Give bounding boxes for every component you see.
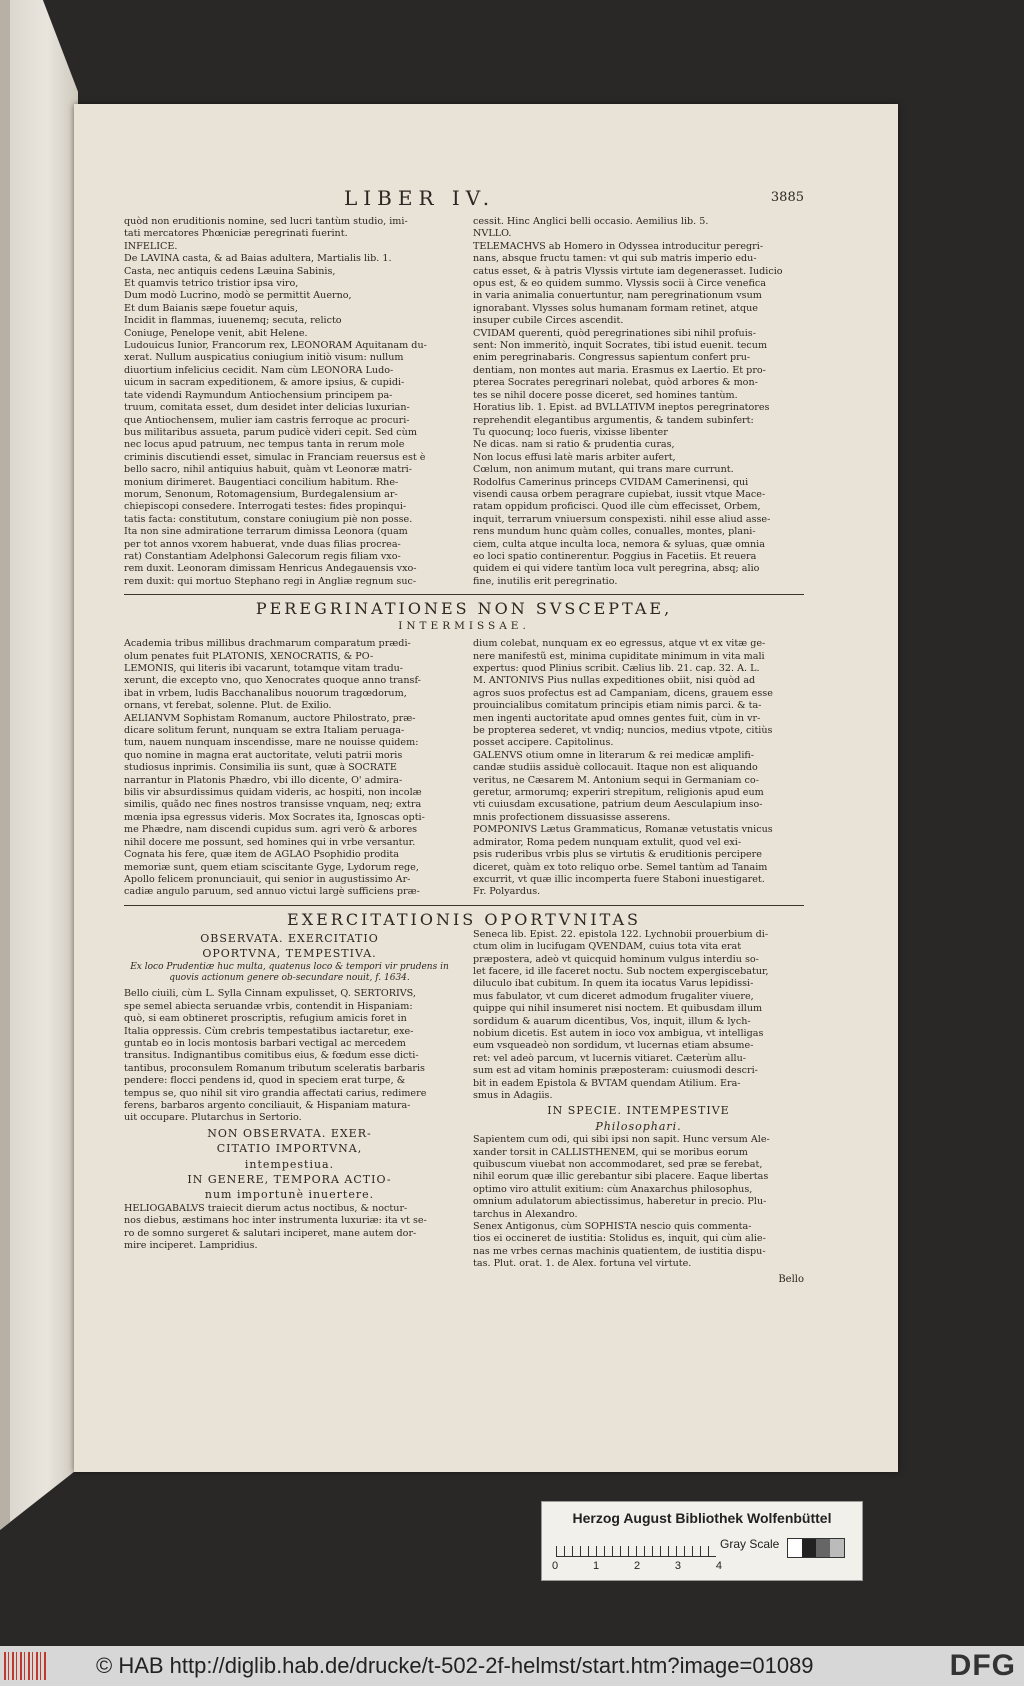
text-line: ro de somno surgeret & salutari inciperet, mane autem dor- <box>124 1227 417 1239</box>
heading-philosophari: Philosophari. <box>595 1119 682 1133</box>
text-line: De LAVINA casta, & ad Baias adultera, Martialis lib. 1. <box>124 253 392 265</box>
text-line: ratam oppidum proficisci. Quod ille cùm effecisset, Orbem, <box>473 501 761 513</box>
text-line: sum est ad vitam hominis præposteram: cuiusmodi descri- <box>473 1065 758 1077</box>
text-line: M. ANTONIVS Pius nullas expeditiones obiit, nisi quòd ad <box>473 675 756 687</box>
top-left-column <box>124 216 455 588</box>
text-line: Academia tribus millibus drachmarum comparatum prædi- <box>124 638 411 650</box>
text-line: psis ruderibus vrbis plus se virtutis & eruditionis percipere <box>473 849 762 861</box>
text-line: memoriæ sunt, quem etiam sciscitante Gyge, Lydorum rege, <box>124 861 419 873</box>
text-line: agros suos profectus est ad Campaniam, dicens, grauem esse <box>473 687 773 699</box>
text-line: quo nomine in magna erat auctoritate, veluti patrii moris <box>124 749 403 761</box>
text-line: Apollo felicem pronunciauit, qui senior in augustissimo Ar- <box>124 873 411 885</box>
text-line: reprehendit elegantibus argumentis, & tandem subinfert: <box>473 414 754 426</box>
text-line: ibat in vrbem, ludis Bacchanalibus nouorum tragœdorum, <box>124 687 407 699</box>
heading-inuertere: num importunè inuertere. <box>204 1188 375 1202</box>
page-content <box>124 186 804 1386</box>
text-line: tum, nauem nunquam inscendisse, mare ne nouisse quidem: <box>124 737 419 749</box>
ruler-label: 4 <box>715 1560 722 1572</box>
text-line: optimo viro attulit exitium: cùm Anaxarchus philosophus, <box>473 1183 753 1195</box>
text-line: Casta, nec antiquis cedens Læuina Sabinis, <box>124 265 336 277</box>
text-line: truum, comitata esset, dum desidet inter delicias luxurian- <box>124 402 410 414</box>
text-line: opus est, & eo quidem summo. Vlyssis socii à Circe venefica <box>473 278 766 290</box>
text-line: quidem ei qui videre tantùm loca vult peregrina, absq; alio <box>473 563 760 575</box>
text-line: dium colebat, nunquam ex eo egressus, atque vt ex vitæ ge- <box>473 638 766 650</box>
section-subtitle-intermissae: INTERMISSAE. <box>398 620 530 633</box>
heading-in-specie: IN SPECIE. INTEMPESTIVE <box>547 1104 730 1118</box>
text-line: Dum modò Lucrino, modò se permittit Auerno, <box>124 290 352 302</box>
text-line: tempus se, quo nihil sit viro grandia affectati carius, redimere <box>124 1087 427 1099</box>
text-line: bilis vir absurdissimus quidam videris, ac hospiti, non incolæ <box>124 787 422 799</box>
footer-bar <box>0 1646 1024 1686</box>
text-line: que Antiochensem, mulier iam castris ferroque ac procuri- <box>124 414 410 426</box>
text-line: xander torsit in CALLISTHENEM, qui se moribus eorum <box>473 1146 748 1158</box>
text-line: nec locus apud patruum, nec tempus tanta in rerum mole <box>124 439 405 451</box>
page-header <box>124 186 804 216</box>
text-line: insuper cubile Circes ascendit. <box>473 315 624 327</box>
book-spine <box>0 0 10 1530</box>
text-line: bit in eadem Epistola & BVTAM quendam Atilium. Era- <box>473 1077 741 1089</box>
text-line: sent: Non immeritò, inquit Socrates, tibi istud euenit. tecum <box>473 340 768 352</box>
text-line: xerat. Nullum auspicatius coniugium initiò visum: nullum <box>124 352 404 364</box>
text-line: Rodolfus Camerinus princeps CVIDAM Camerinensi, qui <box>473 476 749 488</box>
text-line: Et quamvis tetrico tristior ipsa viro, <box>124 278 299 290</box>
text-line: mus fabulator, vt cum diceret admodum frugaliter viuere, <box>473 990 754 1002</box>
text-line: Horatius lib. 1. Epist. ad BVLLATIVM ineptos peregrinatores <box>473 402 770 414</box>
text-line: ctum olim in lucifugam QVENDAM, cuius tota vita erat <box>473 941 742 953</box>
text-line: xerunt, die excepto vno, quo Xenocrates quoque anno transf- <box>124 675 421 687</box>
text-line: Ita non sine admiratione terrarum dimissa Leonora (quam <box>124 526 408 538</box>
text-line: INFELICE. <box>124 240 178 252</box>
text-line: Seneca lib. Epist. 22. epistola 122. Lychnobii prouerbium di- <box>473 928 769 940</box>
text-line: rat) Constantiam Adelphonsi Galecorum regis filiam vxo- <box>124 550 401 562</box>
library-stamp <box>541 1501 863 1581</box>
text-line: præpostera, adeò vt quicquid hominum vulgus interdiu so- <box>473 953 759 965</box>
text-line: per tot annos vxorem habuerat, vnde duas filias procrea- <box>124 538 401 550</box>
text-line: uit occupare. Plutarchus in Sertorio. <box>124 1112 302 1124</box>
text-line: diceret, quàm ex toto reliquo orbe. Semel tantùm ad Tanaim <box>473 861 768 873</box>
text-line: CVIDAM querenti, quòd peregrinationes sibi nihil profuis- <box>473 327 756 339</box>
text-line: tate videndi Raymundum Antiochensium principem pa- <box>124 389 393 401</box>
text-line: rem duxit: qui mortuo Stephano regi in Angliæ regnum suc- <box>124 575 417 587</box>
text-line: Et dum Baianis sæpe fouetur aquis, <box>124 302 298 314</box>
text-line: mœnia ipsa egressus videris. Mox Socrates ita, Ignoscas opti- <box>124 811 425 823</box>
text-line: monium dirimeret. Baugentiaci concilium habitum. Rhe- <box>124 476 399 488</box>
text-line: tatis facta: constitutum, constare coniugium piè non posse. <box>124 513 413 525</box>
heading-in-genere: IN GENERE, TEMPORA ACTIO- <box>187 1173 392 1187</box>
text-line: quò, si eam obtineret proscriptis, refugium amicis foret in <box>124 1013 407 1025</box>
text-line: eo loci spatio continerentur. Poggius in Facetiis. Et reuera <box>473 550 757 562</box>
scale-ruler <box>556 1534 716 1557</box>
text-line: narrantur in Platonis Phædro, vbi illo dicente, O' admira- <box>124 774 403 786</box>
text-line: Coniuge, Penelope venit, abit Helene. <box>124 327 308 339</box>
text-line: eum vsqueadeò non sordidum, vt lucernas etiam absume- <box>473 1040 754 1052</box>
text-line: tati mercatores Phœniciæ peregrinati fuerint. <box>124 228 348 240</box>
text-line: nihil eorum quæ illic gerebantur sibi placere. Eaque libertas <box>473 1171 769 1183</box>
text-line: guntab eo in locis montosis barbari vectigal ac mercedem <box>124 1037 406 1049</box>
text-line: omnium adulatorum abiectissimus, haberetur in precio. Plu- <box>473 1196 767 1208</box>
text-line: mnis profectionem dissuasisse asserens. <box>473 811 671 823</box>
text-line: nihil docere me possunt, sed homines qui in vrbe versantur. <box>124 836 416 848</box>
text-line: olum penates fuit PLATONIS, XENOCRATIS, & PO- <box>124 650 374 662</box>
text-line: excurrit, vt quæ illic incomperta fuere Staboni inuestigaret. <box>473 873 765 885</box>
text-line: diluculo ibat cubitum. In quem ita iocatus Varus lepidissi- <box>473 978 754 990</box>
text-line: mire inciperet. Lampridius. <box>124 1240 258 1252</box>
text-line: pterea Socrates peregrinari nolebat, quòd arbores & mon- <box>473 377 758 389</box>
text-line: TELEMACHVS ab Homero in Odyssea introducitur peregri- <box>473 240 764 252</box>
text-line: nas me vrbes cernas machinis quatientem, de iustitia dispu- <box>473 1245 766 1257</box>
text-line: POMPONIVS Lætus Grammaticus, Romanæ vetustatis vnicus <box>473 824 773 836</box>
running-title: LIBER IV. <box>344 186 496 210</box>
text-line: cadiæ angulo paruum, sed annuo victui largè sufficiens præ- <box>124 886 420 898</box>
text-line: ciem, culta atque inculta loca, nemora & syluas, quæ omnia <box>473 538 765 550</box>
text-line: fine, inutilis erit peregrinatio. <box>473 575 618 587</box>
text-line: tes se nihil docere posse diceret, sed homines tantùm. <box>473 389 738 401</box>
text-line: AELIANVM Sophistam Romanum, auctore Philostrato, præ- <box>124 712 416 724</box>
text-line: tas. Plut. orat. 1. de Alex. fortuna vel virtute. <box>473 1258 692 1270</box>
ruler-label: 3 <box>674 1560 682 1572</box>
text-line: dicare solitum ferunt, nunquam se extra Italiam peruaga- <box>124 725 405 737</box>
text-line: geretur, armorumq; experiri strepitum, religionis apud eum <box>473 787 764 799</box>
text-line: candæ studiis assiduè collocauit. Itaque non est aliquando <box>473 762 758 774</box>
text-line: quòd non eruditionis nomine, sed lucri tantùm studio, imi- <box>124 216 408 227</box>
middle-columns <box>124 638 804 899</box>
top-right-column <box>473 216 804 588</box>
heading-importuna: CITATIO IMPORTVNA, <box>216 1142 363 1156</box>
heading-intempestiua: intempestiua. <box>244 1157 335 1171</box>
text-line: in varia animalia conuertuntur, nam peregrinationum vsum <box>473 290 762 302</box>
text-line: tios ei occineret de iustitia: Stolidus es, inquit, qui cùm alie- <box>473 1233 766 1245</box>
text-line: rens mundum hunc quàm colles, conualles, montes, plani- <box>473 526 756 538</box>
text-line: Ludouicus Iunior, Francorum rex, LEONORAM Aquitanam du- <box>124 340 427 352</box>
gray-scale-swatch <box>787 1538 845 1558</box>
text-line: posset accipere. Capitolinus. <box>473 737 614 749</box>
facing-page-edge <box>0 0 78 1530</box>
section-divider <box>124 594 804 595</box>
text-line: LEMONIS, qui literis ibi vacarunt, totamque vitam tradu- <box>124 663 404 674</box>
text-line: Ne dicas. nam si ratio & prudentia curas, <box>473 439 675 451</box>
text-line: uicum in sacram expeditionem, & amore ipsius, & cupidi- <box>124 377 405 389</box>
section-title-peregrinationes: PEREGRINATIONES NON SVSCEPTAE, <box>255 599 673 619</box>
top-columns <box>124 216 804 588</box>
text-line: criminis discutiendi esset, simulac in Franciam reuersus est è <box>124 451 426 463</box>
source-url[interactable]: © HAB http://diglib.hab.de/drucke/t-502-2f-helmst/start.htm?image=01089 <box>96 1653 814 1678</box>
text-line: Sapientem cum odi, qui sibi ipsi non sapit. Hunc versum Ale- <box>473 1134 770 1146</box>
middle-right-column <box>473 638 804 899</box>
text-line: dentiam, non montes aut maria. Erasmus ex Laertio. Et pro- <box>473 364 766 376</box>
text-line: GALENVS otium omne in literarum & rei medicæ amplifi- <box>473 749 755 761</box>
text-line: Non locus effusi latè maris arbiter aufert, <box>473 451 676 463</box>
hab-logo-icon <box>4 1652 48 1680</box>
ruler-label: 0 <box>552 1560 559 1572</box>
text-line: men ingenti auctoritate apud omnes gentes fuit, cùm in vr- <box>473 712 761 724</box>
text-line: visendi causa orbem peragrare cupiebat, iussit vtque Mace- <box>473 488 766 500</box>
heading-observata: OBSERVATA. EXERCITATIO <box>200 931 379 945</box>
text-line: Cognata his fere, quæ item de AGLAO Psophidio prodita <box>124 849 400 861</box>
text-line: tantibus, proconsulem Romanum tributum sceleratis barbaris <box>124 1062 425 1074</box>
text-line: Fr. Polyardus. <box>473 886 541 898</box>
text-line: ferens, barbaros argento conciliauit, & Hispaniam matura- <box>124 1100 411 1111</box>
dfg-logo: DFG <box>949 1649 1016 1682</box>
text-line: quibuscum viuebat non accommodaret, sed præ se ferebat, <box>473 1159 763 1171</box>
text-line: bus militaribus assueta, parum pudicè videri cepit. Sed cùm <box>124 426 417 438</box>
text-line: catus esset, & à patris Vlyssis virtute iam degenerasset. Iudicio <box>473 265 783 277</box>
text-line: rem duxit. Leonoram dimissam Henricus Andegauensis vxo- <box>124 563 417 575</box>
cross-reference-note: Ex loco Prudentiæ huc multa, quatenus loco & tempori vir prudens in quovis actionum genere ob-secundare nouit, f. 1634. <box>130 961 449 983</box>
catchword: Bello <box>778 1273 804 1285</box>
text-line: transitus. Indignantibus comitibus eius, & fœdum esse dicti- <box>124 1050 419 1062</box>
text-line: Tu quocunq; loco fueris, vixisse libenter <box>473 426 668 438</box>
page-number: 3885 <box>770 190 804 205</box>
text-line: tarchus in Alexandro. <box>473 1208 578 1220</box>
text-line: admirator, Roma pedem nunquam extulit, quod vel exi- <box>473 836 742 848</box>
text-line: Italia oppressis. Cùm crebris tempestatibus iactaretur, exe- <box>124 1025 414 1037</box>
bottom-left-column <box>124 929 455 1285</box>
library-name: Herzog August Bibliothek Wolfenbüttel <box>572 1510 832 1526</box>
ruler-label: 1 <box>592 1560 600 1572</box>
text-line: be propterea sederet, vt vndiq; nuncios, medius vtpote, citiùs <box>473 725 773 737</box>
text-line: quippe qui nihil insumeret nisi noctem. Et quibusdam illum <box>473 1003 763 1015</box>
text-line: ret: vel adeò parcum, vt lucernis vitiaret. Cæterùm allu- <box>473 1052 747 1064</box>
section-title-exercitationis: EXERCITATIONIS OPORTVNITAS <box>287 909 641 929</box>
heading-non-observata: NON OBSERVATA. EXER- <box>207 1126 372 1140</box>
heading-oportuna: OPORTVNA, TEMPESTIVA. <box>202 947 377 961</box>
text-line: pendere: flocci pendens id, quod in speciem erat turpe, & <box>124 1075 406 1087</box>
text-line: ignorabant. Vlysses solus humanam formam retinet, atque <box>473 302 758 314</box>
text-line: let facere, id ille faceret noctu. Sub noctem expergiscebatur, <box>473 965 769 977</box>
ruler-labels <box>552 1560 722 1572</box>
text-line: me Phædre, nam discendi cupidus sum. agri verò & arbores <box>124 824 418 836</box>
text-line: ornans, vt ferebat, solenne. Plut. de Exilio. <box>124 700 332 712</box>
text-line: cessit. Hinc Anglici belli occasio. Aemilius lib. 5. <box>473 216 709 227</box>
text-line: nans, absque fructu tamen: vt qui sub matris imperio edu- <box>473 253 757 265</box>
bottom-right-column <box>473 929 804 1285</box>
text-line: vti cuiusdam excusatione, patrium deum Aesculapium inso- <box>473 799 763 811</box>
text-line: chiepiscopi consedere. Interrogati testes: fides propinqui- <box>124 501 407 513</box>
book-page <box>74 104 898 1472</box>
text-line: Cœlum, non animum mutant, qui trans mare currunt. <box>473 464 734 476</box>
text-line: smus in Adagiis. <box>473 1090 553 1101</box>
text-line: diuortium infelicius cecidit. Nam cùm LEONORA Ludo- <box>124 364 394 376</box>
text-line: veritus, ne Cæsarem M. Antonium sequi in Germaniam co- <box>473 774 759 786</box>
text-line: nobium dicetis. Est autem in ioco vox ambigua, vt intelligas <box>473 1027 764 1039</box>
text-line: nere manifestũ est, minima cupiditate minimum in vita mali <box>473 650 765 662</box>
text-line: inquit, terrarum vniuersum conspexisti. nihil esse aliud asse- <box>473 513 771 525</box>
text-line: nos diebus, æstimans hoc inter instrumenta luxuriæ: ita vt se- <box>124 1215 427 1227</box>
gray-scale-label: Gray Scale <box>720 1537 780 1551</box>
text-line: morum, Senonum, Rotomagensium, Burdegalensium ar- <box>124 488 398 500</box>
text-line: studiosus inprimis. Consimilia iis sunt, quæ à SOCRATE <box>124 762 397 774</box>
text-line: expertus: quod Plinius scribit. Cælius lib. 21. cap. 32. A. L. <box>473 663 760 674</box>
middle-left-column <box>124 638 455 899</box>
text-line: prouincialibus comitatum principis etiam nimis parci. & ta- <box>473 700 762 712</box>
text-line: NVLLO. <box>473 228 512 240</box>
text-line: similis, quãdo nec fines nostros transisse vnquam, neq; extra <box>124 799 422 811</box>
text-line: Bello ciuili, cùm L. Sylla Cinnam expulisset, Q. SERTORIVS, <box>124 988 416 1000</box>
ruler-label: 2 <box>633 1560 641 1572</box>
text-line: bello sacro, nihil antiquius habuit, quàm vt Leonoræ matri- <box>124 464 412 476</box>
text-line: HELIOGABALVS traiecit dierum actus noctibus, & noctur- <box>124 1202 408 1214</box>
section-divider <box>124 905 804 906</box>
text-line: Incidit in flammas, iuuenemq; secuta, relicto <box>124 315 342 327</box>
text-line: enim peregrinabaris. Congressus sapientum confert pru- <box>473 352 751 364</box>
bottom-columns <box>124 929 804 1285</box>
text-line: sordidum & auarum dicentibus, Vos, inquit, illum & lych- <box>473 1015 751 1027</box>
text-line: Senex Antigonus, cùm SOPHISTA nescio quis commenta- <box>473 1221 752 1233</box>
text-line: spe semel abiecta seruandæ vrbis, contendit in Hispaniam: <box>124 1000 413 1012</box>
